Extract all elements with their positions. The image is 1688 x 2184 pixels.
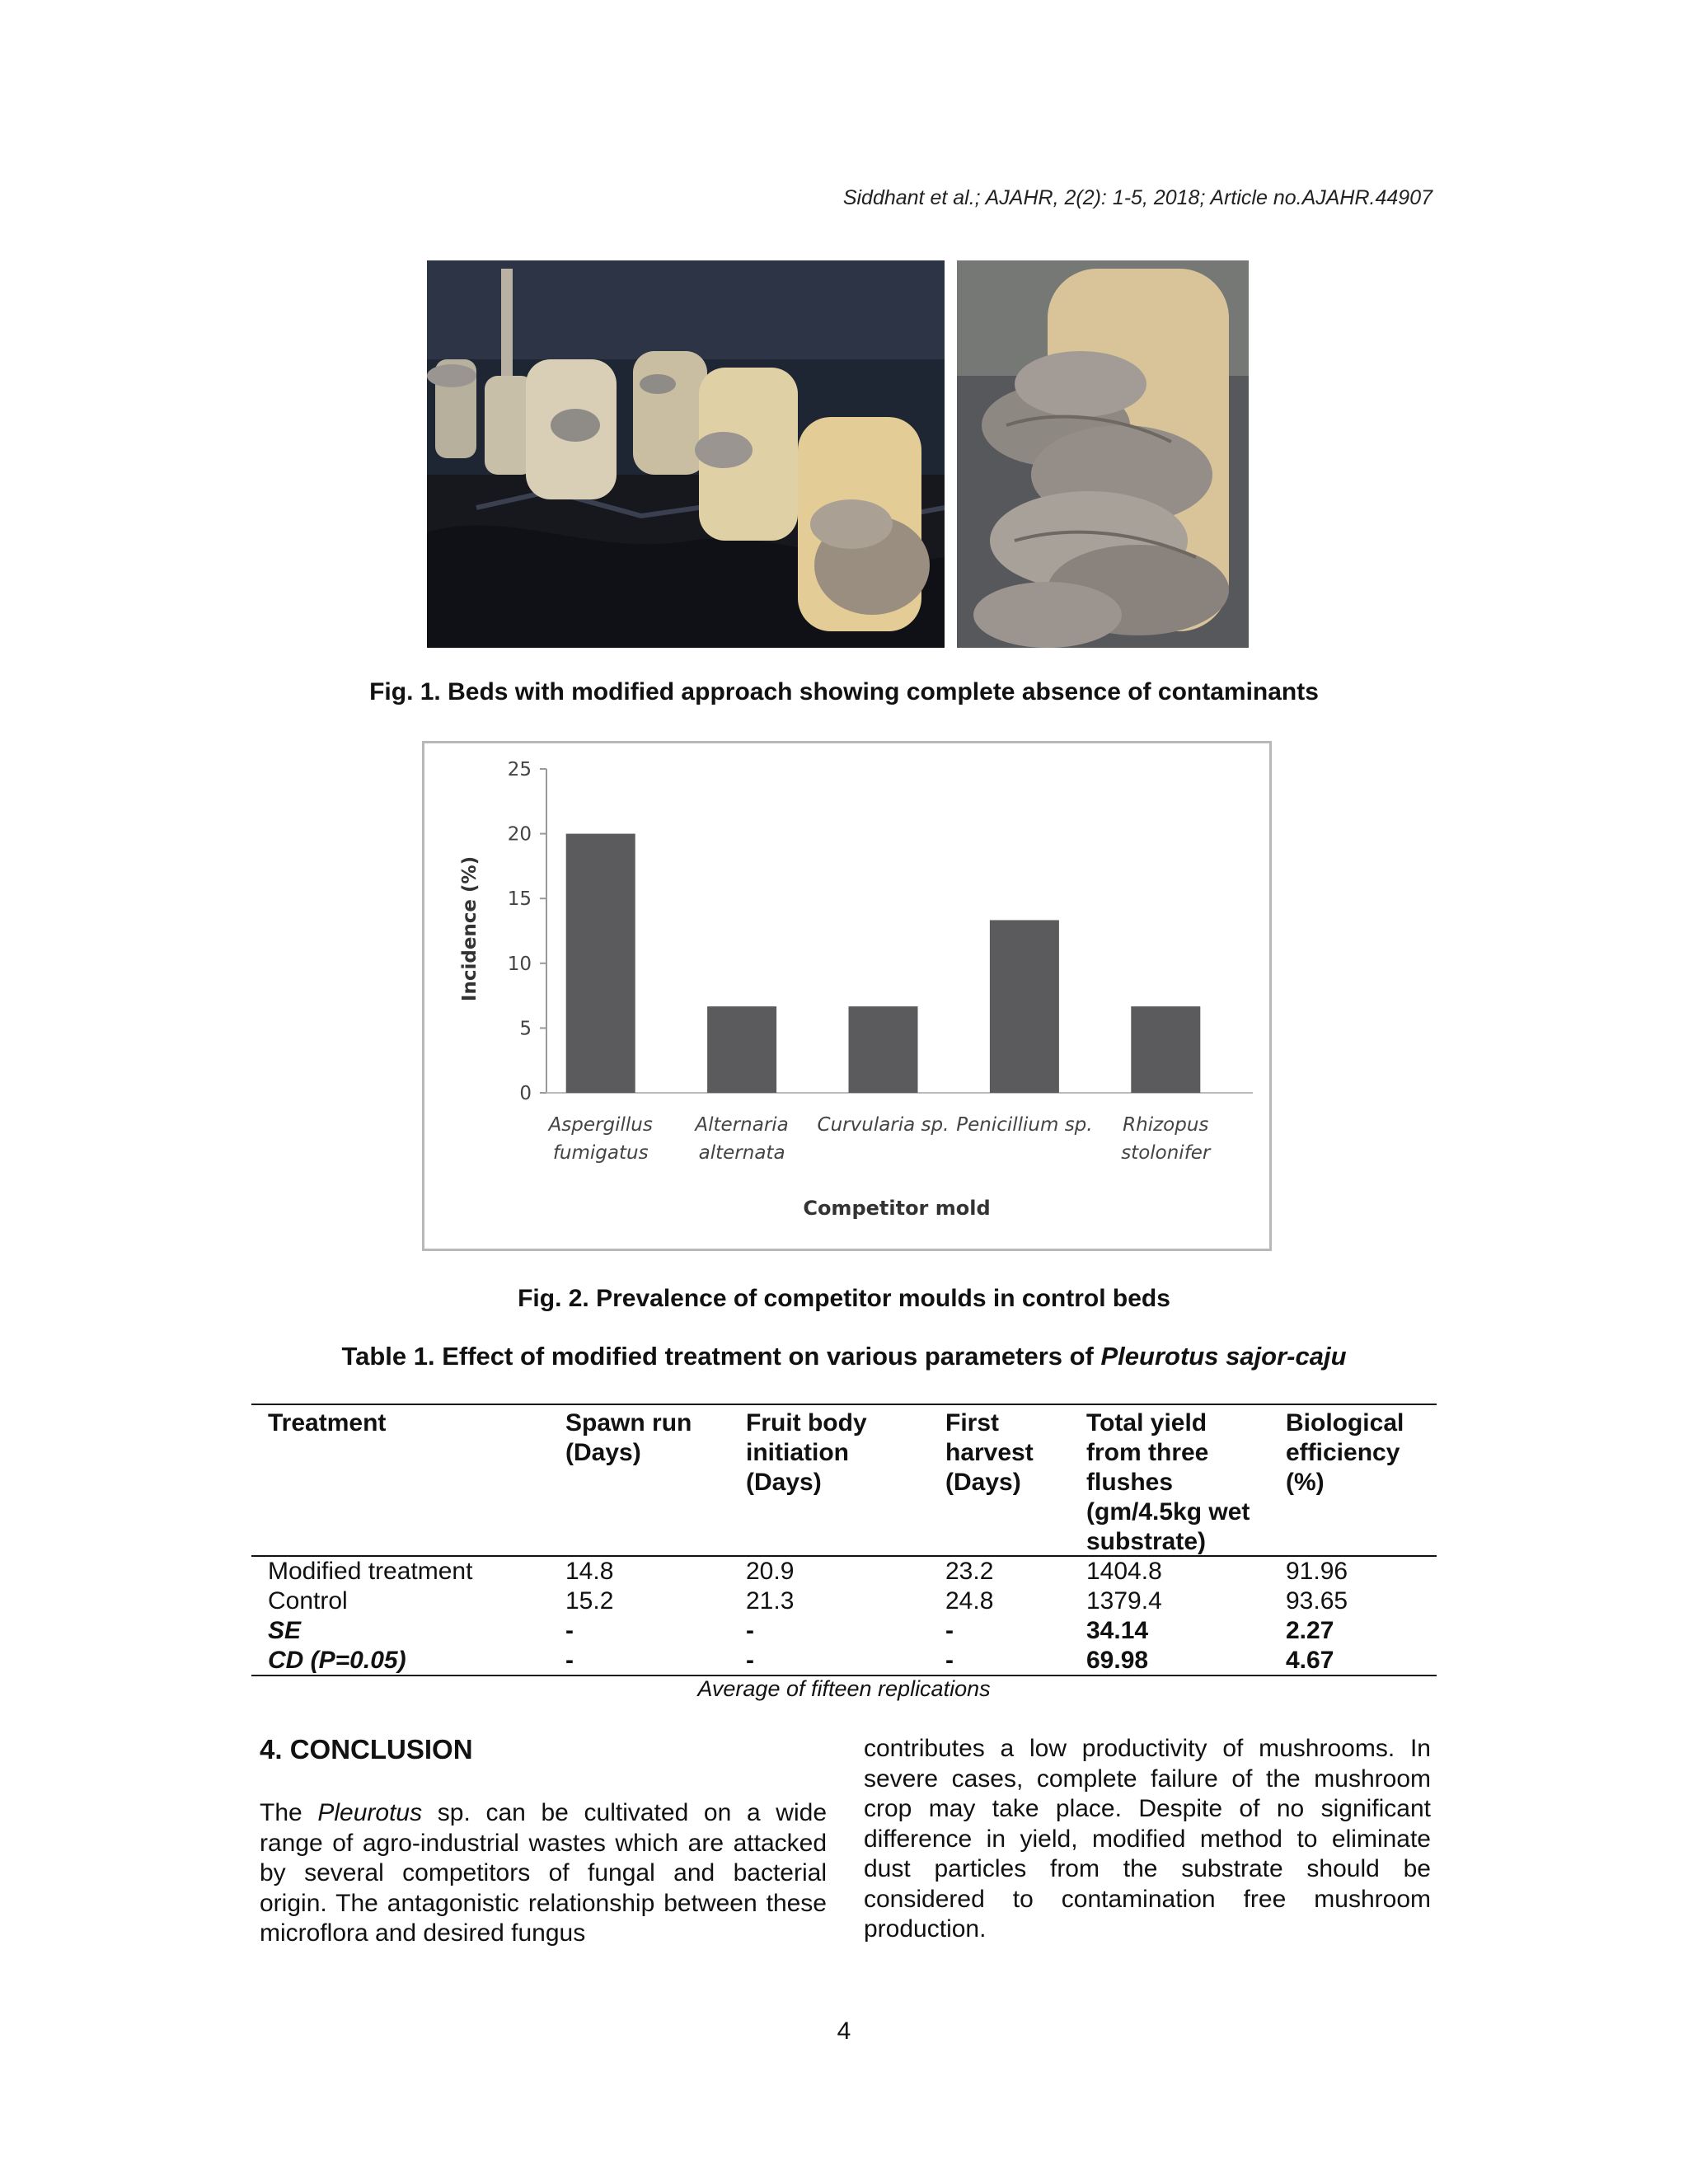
bars bbox=[566, 834, 1201, 1093]
table-cell: 20.9 bbox=[746, 1558, 795, 1585]
x-tick-label: Aspergillus bbox=[548, 1114, 653, 1136]
table-header-cell: efficiency bbox=[1286, 1439, 1400, 1466]
table-cell: 24.8 bbox=[945, 1587, 994, 1615]
table-header-cell: (Days) bbox=[945, 1469, 1021, 1496]
y-tick-label: 15 bbox=[507, 888, 532, 911]
table-cell: - bbox=[746, 1647, 754, 1674]
conclusion-heading: 4. CONCLUSION bbox=[260, 1734, 473, 1765]
table-header-cell: harvest bbox=[945, 1439, 1034, 1466]
bar bbox=[566, 834, 635, 1093]
table-cell: 21.3 bbox=[746, 1587, 795, 1615]
table-cell: 93.65 bbox=[1286, 1587, 1348, 1615]
table-header-cell: flushes bbox=[1086, 1469, 1174, 1496]
table-title-text: Table 1. Effect of modified treatment on various parameters of bbox=[341, 1342, 1101, 1371]
table-cell: 4.67 bbox=[1286, 1647, 1334, 1674]
table-header-cell: (Days) bbox=[746, 1469, 822, 1496]
table-cell: 1379.4 bbox=[1086, 1587, 1162, 1615]
table-cell: - bbox=[945, 1647, 954, 1674]
bar bbox=[849, 1006, 918, 1093]
competitor-mold-chart bbox=[422, 741, 1272, 1251]
table-cell: - bbox=[565, 1647, 574, 1674]
table-cell: 1404.8 bbox=[1086, 1558, 1162, 1585]
x-tick-label: alternata bbox=[698, 1142, 785, 1164]
x-tick-label: Penicillium sp. bbox=[956, 1114, 1093, 1136]
table-header-cell: initiation bbox=[746, 1439, 849, 1466]
table-cell: - bbox=[746, 1617, 754, 1644]
y-axis bbox=[508, 759, 546, 1104]
y-tick-label: 0 bbox=[519, 1083, 532, 1104]
table-header-cell: Biological bbox=[1286, 1409, 1404, 1436]
table-cell: Modified treatment bbox=[268, 1558, 473, 1585]
table-header-cell: substrate) bbox=[1086, 1528, 1207, 1555]
conclusion-paragraph-right: contributes a low productivity of mushrooms. In severe cases, complete failure of the mushroom crop may take place. Despite of no significant difference in yield, modified method to eliminate dust particles from the substrate should be considered to contamination free mushroom production. bbox=[864, 1735, 1431, 1943]
conclusion-genus: Pleurotus bbox=[317, 1799, 423, 1826]
table-top-rule bbox=[251, 1404, 1437, 1405]
bar bbox=[1131, 1006, 1200, 1093]
table-header-cell: Total yield bbox=[1086, 1409, 1207, 1436]
table-header-cell: Treatment bbox=[268, 1409, 387, 1436]
oyster-mushroom-photo bbox=[957, 260, 1249, 648]
table-cell: SE bbox=[268, 1617, 302, 1644]
x-tick-label: Rhizopus bbox=[1123, 1114, 1209, 1136]
bar bbox=[990, 920, 1059, 1093]
table-header-cell: Fruit body bbox=[746, 1409, 867, 1436]
table-cell: 69.98 bbox=[1086, 1647, 1149, 1674]
figure-2-caption: Fig. 2. Prevalence of competitor moulds in control beds bbox=[518, 1285, 1170, 1312]
table-cell: CD (P=0.05) bbox=[268, 1647, 406, 1674]
y-tick-label: 10 bbox=[507, 953, 532, 975]
table-note: Average of fifteen replications bbox=[697, 1676, 991, 1701]
x-tick-label: fumigatus bbox=[552, 1142, 649, 1164]
y-tick-label: 25 bbox=[507, 759, 532, 780]
chart-svg bbox=[424, 743, 1269, 1249]
x-axis-label: Competitor mold bbox=[803, 1197, 991, 1220]
table-cell: 23.2 bbox=[945, 1558, 994, 1585]
x-tick-labels bbox=[547, 1114, 1212, 1164]
y-axis-label: Incidence (%) bbox=[459, 855, 481, 1002]
table-cell: 91.96 bbox=[1286, 1558, 1348, 1585]
table-cell: - bbox=[945, 1617, 954, 1644]
conclusion-left-body: sp. can be cultivated on a wide range of agro-industrial wastes which are attacked by several competitors of fungal and bacterial origin. The antagonistic relationship between these microflora and desired fungus bbox=[260, 1799, 827, 1947]
page-number: 4 bbox=[837, 2018, 851, 2045]
table-title bbox=[0, 1342, 1688, 1371]
y-tick-label: 5 bbox=[519, 1018, 532, 1040]
x-tick-label: Curvularia sp. bbox=[817, 1114, 950, 1136]
bar bbox=[707, 1006, 776, 1093]
y-tick-label: 20 bbox=[507, 823, 532, 846]
table-header-cell: from three bbox=[1086, 1439, 1209, 1466]
table-header-cell: Spawn run bbox=[565, 1409, 692, 1436]
table-header-cell: (gm/4.5kg wet bbox=[1086, 1498, 1250, 1526]
table-cell: 34.14 bbox=[1086, 1617, 1149, 1644]
table-cell: 14.8 bbox=[565, 1558, 614, 1585]
conclusion-left-lead: The bbox=[260, 1799, 318, 1826]
mushroom-beds-photo bbox=[427, 260, 945, 648]
table-header-cell: (%) bbox=[1286, 1469, 1325, 1496]
table-title-species: Pleurotus sajor-caju bbox=[1100, 1342, 1347, 1371]
x-tick-label: Alternaria bbox=[695, 1114, 789, 1136]
table-cell: 15.2 bbox=[565, 1587, 614, 1615]
figure-1-caption: Fig. 1. Beds with modified approach showing complete absence of contaminants bbox=[369, 678, 1319, 705]
table-cell: Control bbox=[268, 1587, 348, 1615]
x-tick-label: stolonifer bbox=[1121, 1142, 1211, 1164]
table-cell: 2.27 bbox=[1286, 1617, 1334, 1644]
table-header-cell: (Days) bbox=[565, 1439, 641, 1466]
table-cell: - bbox=[565, 1617, 574, 1644]
table-header-cell: First bbox=[945, 1409, 1000, 1436]
running-header: Siddhant et al.; AJAHR, 2(2): 1-5, 2018; Article no.AJAHR.44907 bbox=[842, 186, 1432, 209]
conclusion-paragraph-left bbox=[260, 1798, 827, 1949]
